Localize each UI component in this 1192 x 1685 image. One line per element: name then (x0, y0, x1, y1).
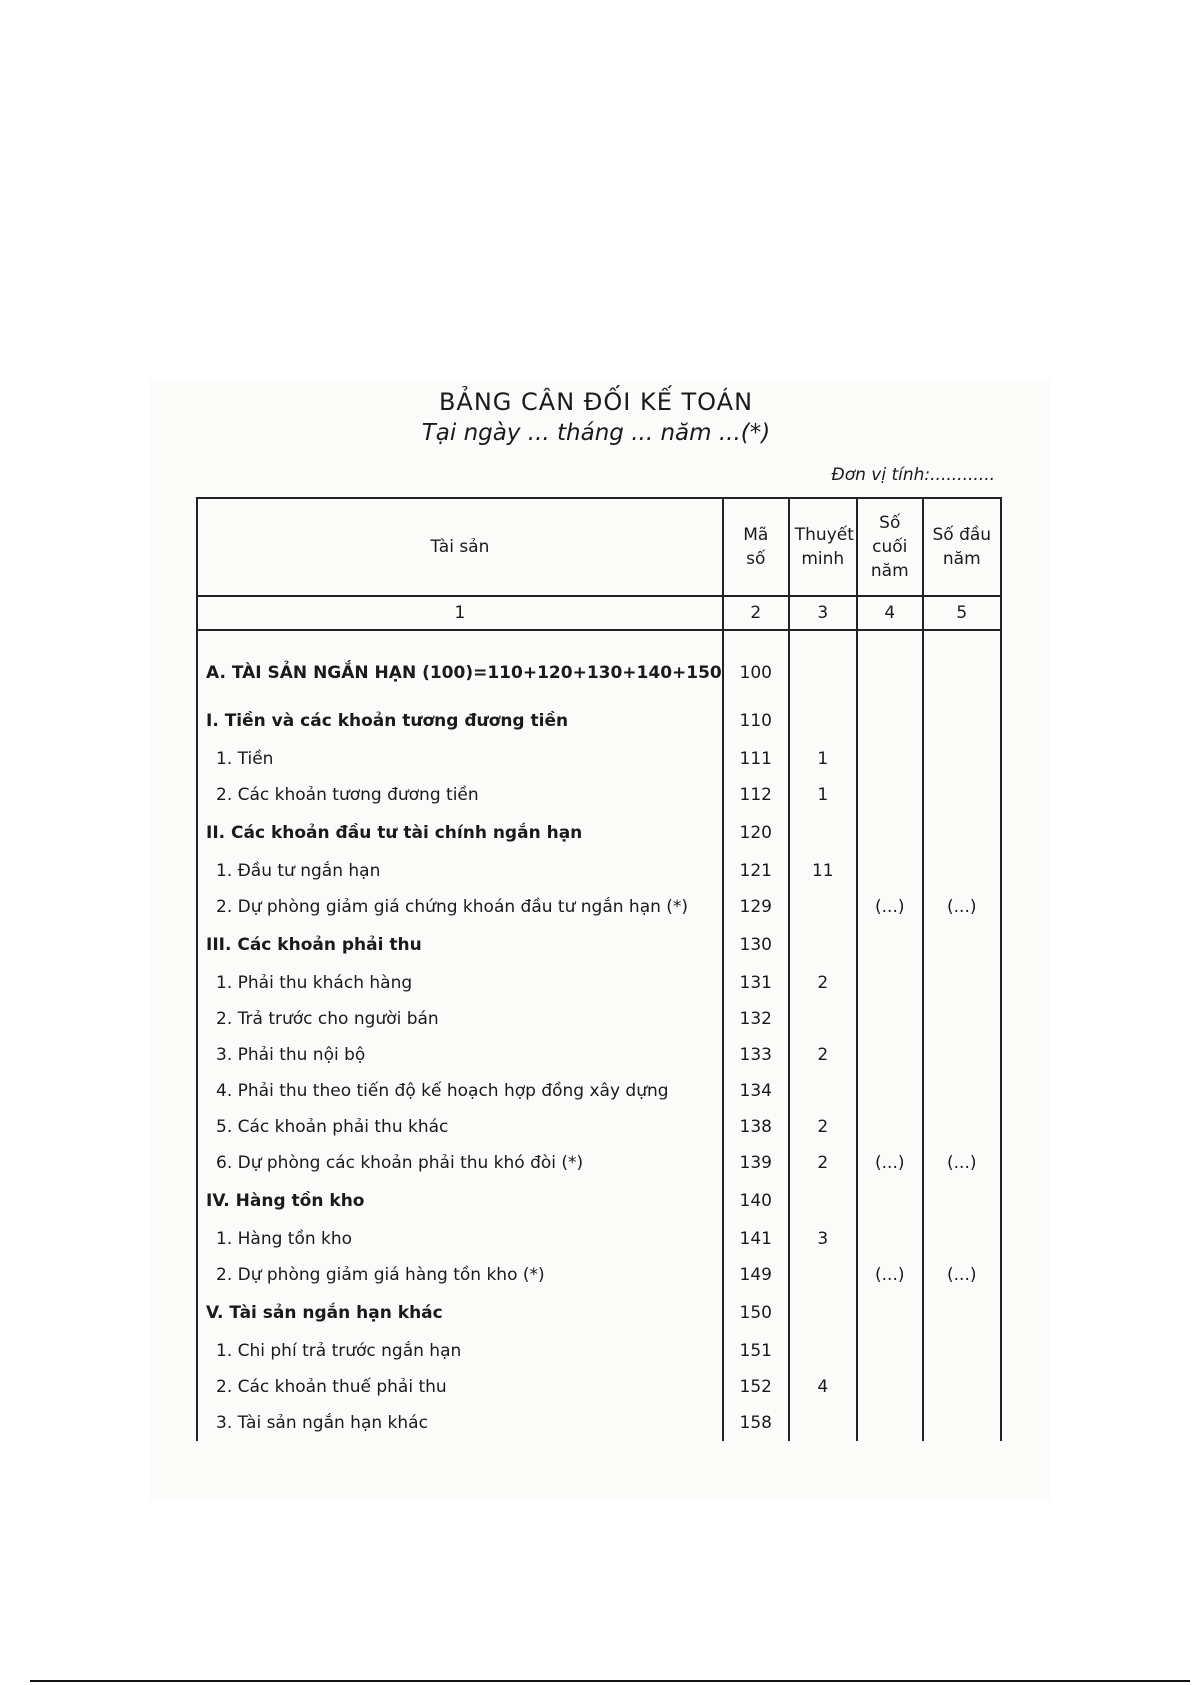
row-note: 1 (789, 777, 857, 813)
balance-sheet-table (196, 497, 1002, 1441)
row-end-year (857, 1073, 923, 1109)
row-name: 2. Dự phòng giảm giá hàng tồn kho (*) (197, 1257, 723, 1293)
table-row (197, 1257, 1001, 1293)
row-begin-year (923, 813, 1001, 853)
row-note: 2 (789, 965, 857, 1001)
row-end-year (857, 1001, 923, 1037)
table-row (197, 1333, 1001, 1369)
row-name: 1. Đầu tư ngắn hạn (197, 853, 723, 889)
row-note (789, 1001, 857, 1037)
row-name: 5. Các khoản phải thu khác (197, 1109, 723, 1145)
row-name: IV. Hàng tồn kho (197, 1181, 723, 1221)
row-begin-year (923, 1073, 1001, 1109)
row-begin-year (923, 1405, 1001, 1441)
row-code: 152 (723, 1369, 789, 1405)
row-name: A. TÀI SẢN NGẮN HẠN (100)=110+120+130+140+150 (197, 630, 723, 701)
row-begin-year (923, 1109, 1001, 1145)
row-code: 112 (723, 777, 789, 813)
row-name: 1. Chi phí trả trước ngắn hạn (197, 1333, 723, 1369)
column-number: 1 (197, 596, 723, 630)
row-name: 1. Hàng tồn kho (197, 1221, 723, 1257)
header-asset: Tài sản (197, 498, 723, 596)
row-note (789, 889, 857, 925)
header-code-label: Mã số (743, 525, 769, 569)
row-begin-year (923, 1001, 1001, 1037)
header-end-year-label: Số cuối năm (870, 513, 909, 581)
row-note: 3 (789, 1221, 857, 1257)
row-begin-year (923, 1369, 1001, 1405)
row-begin-year (923, 1181, 1001, 1221)
row-note (789, 813, 857, 853)
row-note (789, 1073, 857, 1109)
row-name: 1. Tiền (197, 741, 723, 777)
table-row (197, 889, 1001, 925)
table-row (197, 1293, 1001, 1333)
row-code: 141 (723, 1221, 789, 1257)
row-code: 129 (723, 889, 789, 925)
row-begin-year (923, 741, 1001, 777)
row-code: 111 (723, 741, 789, 777)
row-code: 150 (723, 1293, 789, 1333)
row-begin-year (923, 965, 1001, 1001)
header-begin-year-label: Số đầu năm (932, 525, 992, 569)
row-begin-year (923, 1333, 1001, 1369)
row-end-year (857, 853, 923, 889)
row-end-year (857, 1037, 923, 1073)
row-name: 6. Dự phòng các khoản phải thu khó đòi (*) (197, 1145, 723, 1181)
row-code: 140 (723, 1181, 789, 1221)
table-row (197, 965, 1001, 1001)
table-row (197, 1145, 1001, 1181)
table-row (197, 925, 1001, 965)
row-begin-year (923, 1293, 1001, 1333)
row-name: 2. Trả trước cho người bán (197, 1001, 723, 1037)
row-name: 3. Phải thu nội bộ (197, 1037, 723, 1073)
row-name: 1. Phải thu khách hàng (197, 965, 723, 1001)
table-row (197, 777, 1001, 813)
row-code: 138 (723, 1109, 789, 1145)
table-row (197, 1037, 1001, 1073)
row-begin-year: (...) (923, 1257, 1001, 1293)
row-name: 2. Các khoản tương đương tiền (197, 777, 723, 813)
row-code: 132 (723, 1001, 789, 1037)
row-note (789, 1181, 857, 1221)
row-note: 2 (789, 1037, 857, 1073)
row-begin-year (923, 1221, 1001, 1257)
row-name: 2. Các khoản thuế phải thu (197, 1369, 723, 1405)
unit-label: Đơn vị tính:............ (831, 465, 995, 485)
row-end-year (857, 1405, 923, 1441)
row-name: II. Các khoản đầu tư tài chính ngắn hạn (197, 813, 723, 853)
row-note: 1 (789, 741, 857, 777)
row-code: 151 (723, 1333, 789, 1369)
row-code: 100 (723, 630, 789, 701)
row-code: 133 (723, 1037, 789, 1073)
table-row (197, 701, 1001, 741)
table-row (197, 1001, 1001, 1037)
row-note (789, 630, 857, 701)
header-note (789, 498, 857, 596)
row-note: 2 (789, 1145, 857, 1181)
row-begin-year: (...) (923, 1145, 1001, 1181)
row-end-year: (...) (857, 1145, 923, 1181)
column-number: 4 (857, 596, 923, 630)
row-begin-year (923, 853, 1001, 889)
row-code: 121 (723, 853, 789, 889)
row-end-year (857, 813, 923, 853)
row-name: 4. Phải thu theo tiến độ kế hoạch hợp đồng xây dựng (197, 1073, 723, 1109)
row-name: I. Tiền và các khoản tương đương tiền (197, 701, 723, 741)
column-number: 2 (723, 596, 789, 630)
row-end-year (857, 777, 923, 813)
row-name: 3. Tài sản ngắn hạn khác (197, 1405, 723, 1441)
row-end-year (857, 741, 923, 777)
row-begin-year (923, 925, 1001, 965)
row-begin-year (923, 701, 1001, 741)
row-note: 4 (789, 1369, 857, 1405)
page-bottom-rule (30, 1680, 1190, 1682)
row-end-year (857, 1181, 923, 1221)
row-end-year (857, 1333, 923, 1369)
table-row (197, 813, 1001, 853)
row-note (789, 1333, 857, 1369)
row-name: III. Các khoản phải thu (197, 925, 723, 965)
table-row (197, 1221, 1001, 1257)
row-name: 2. Dự phòng giảm giá chứng khoán đầu tư ngắn hạn (*) (197, 889, 723, 925)
row-end-year (857, 965, 923, 1001)
row-end-year (857, 630, 923, 701)
table-row (197, 853, 1001, 889)
row-end-year: (...) (857, 1257, 923, 1293)
row-note: 2 (789, 1109, 857, 1145)
row-end-year (857, 701, 923, 741)
row-code: 134 (723, 1073, 789, 1109)
row-begin-year (923, 777, 1001, 813)
header-begin-year (923, 498, 1001, 596)
row-note: 11 (789, 853, 857, 889)
header-end-year (857, 498, 923, 596)
row-code: 158 (723, 1405, 789, 1441)
document-subtitle: Tại ngày ... tháng ... năm ...(*) (421, 420, 771, 446)
row-note (789, 1405, 857, 1441)
row-end-year (857, 1369, 923, 1405)
table-row (197, 1181, 1001, 1221)
row-note (789, 1257, 857, 1293)
column-number: 3 (789, 596, 857, 630)
row-code: 130 (723, 925, 789, 965)
row-code: 120 (723, 813, 789, 853)
row-end-year (857, 925, 923, 965)
table-row (197, 741, 1001, 777)
row-code: 131 (723, 965, 789, 1001)
row-code: 110 (723, 701, 789, 741)
row-end-year (857, 1109, 923, 1145)
row-note (789, 925, 857, 965)
row-code: 139 (723, 1145, 789, 1181)
row-end-year: (...) (857, 889, 923, 925)
header-note-label: Thuyết minh (794, 525, 854, 569)
row-begin-year (923, 630, 1001, 701)
row-end-year (857, 1293, 923, 1333)
table-row (197, 630, 1001, 701)
column-number: 5 (923, 596, 1001, 630)
row-begin-year: (...) (923, 889, 1001, 925)
table-row (197, 1405, 1001, 1441)
row-note (789, 701, 857, 741)
row-code: 149 (723, 1257, 789, 1293)
table-row (197, 1073, 1001, 1109)
header-code (723, 498, 789, 596)
document-title: BẢNG CÂN ĐỐI KẾ TOÁN (438, 388, 754, 416)
row-end-year (857, 1221, 923, 1257)
table-row (197, 1109, 1001, 1145)
row-begin-year (923, 1037, 1001, 1073)
row-name: V. Tài sản ngắn hạn khác (197, 1293, 723, 1333)
table-row (197, 1369, 1001, 1405)
header-row (197, 498, 1001, 596)
column-number-row (197, 596, 1001, 630)
row-note (789, 1293, 857, 1333)
